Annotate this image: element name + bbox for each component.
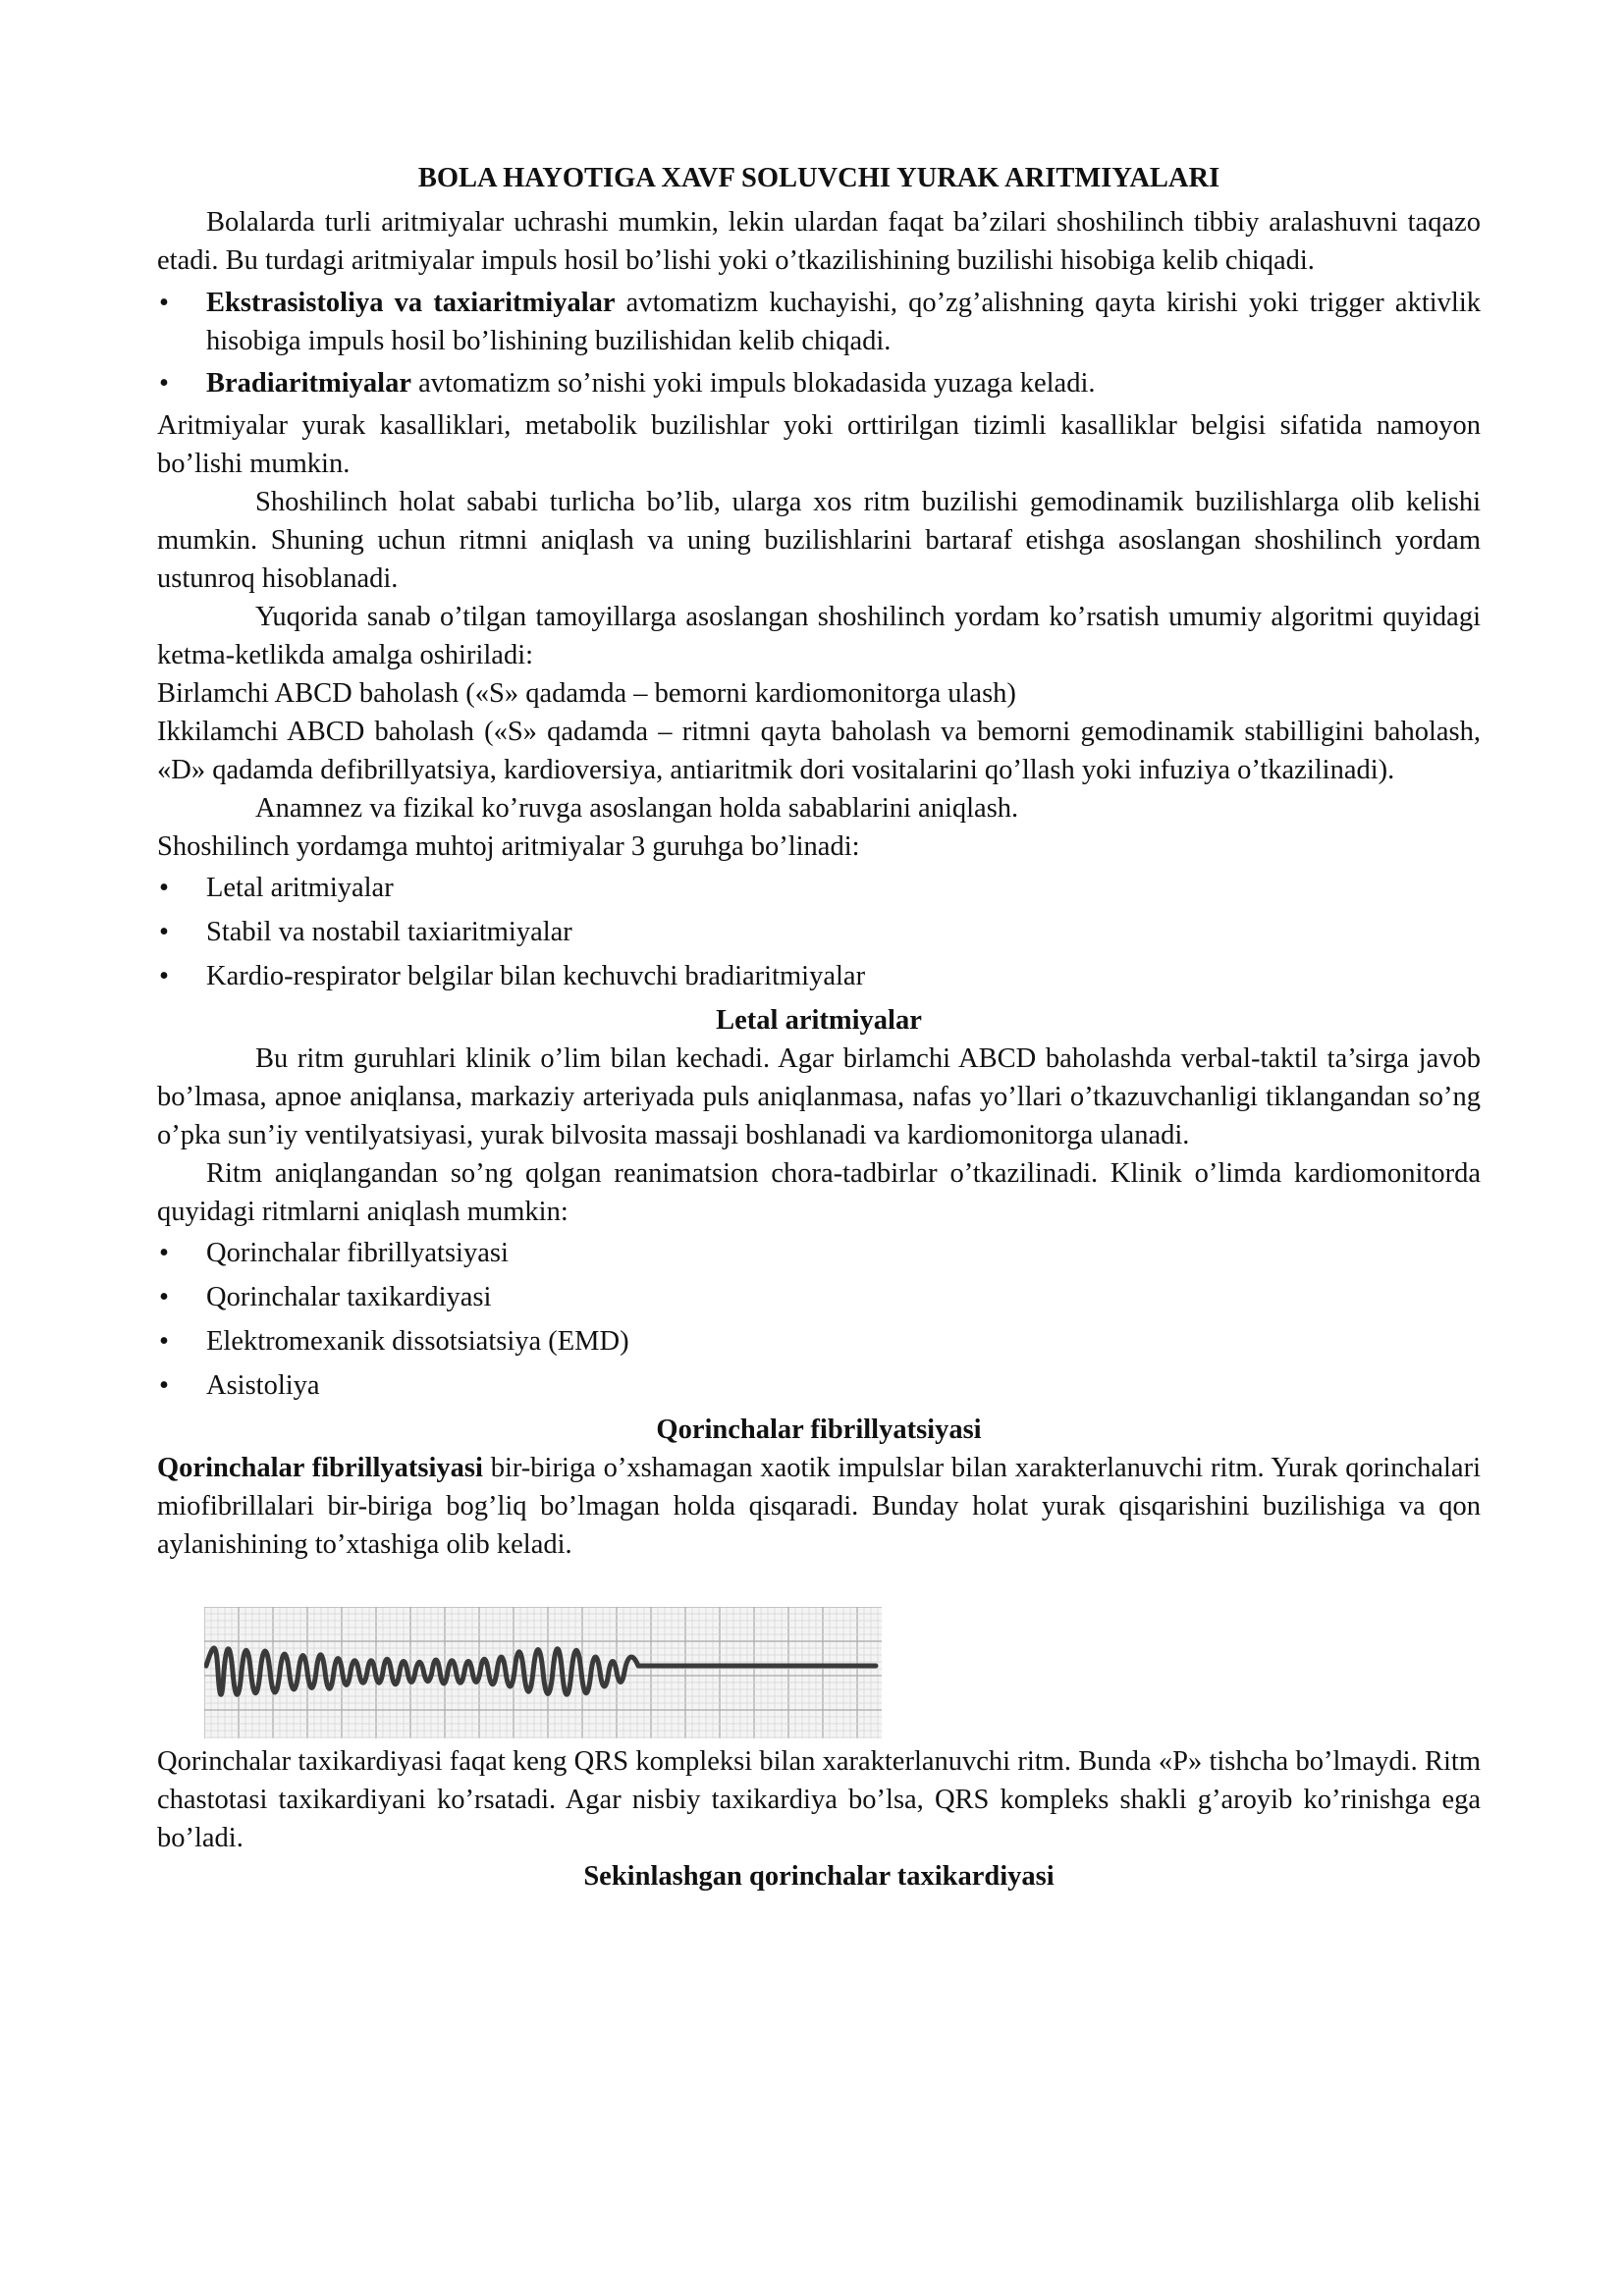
group-bullet-item xyxy=(157,913,1481,951)
vf-paragraph xyxy=(157,1449,1481,1564)
lethal-paragraph-1: Bu ritm guruhlari klinik o’lim bilan kechadi. Agar birlamchi ABCD baholashda verbal-taktil ta’sirga javob bo’lmasa, apnoe aniqlansa, markaziy arteriyada puls aniqlanmasa, nafas yo’llari o’tkazuvchanligi tiklangandan so’ng o’pka sun’iy ventilyatsiyasi, yurak bilvosita massaji boshlanadi va kardiomonitorga ulanadi. xyxy=(157,1043,1481,1150)
bullet-icon: • xyxy=(159,1370,169,1401)
primary-abcd-paragraph: Birlamchi ABCD baholash («S» qadamda – bemorni kardiomonitorga ulash) xyxy=(157,678,1016,709)
ecg-strip-image xyxy=(204,1607,882,1738)
bullet-icon: • xyxy=(159,1238,169,1268)
algorithm-intro-paragraph: Yuqorida sanab o’tilgan tamoyillarga asoslangan shoshilinch yordam ko’rsatish umumiy algoritmi quyidagi ketma-ketlikda amalga oshiriladi: xyxy=(157,602,1481,670)
cause-bullet-item xyxy=(157,364,1481,402)
bullet-icon: • xyxy=(159,961,169,991)
bullet-icon: • xyxy=(159,873,169,903)
bullet-term: Ekstrasistoliya va taxiaritmiyalar xyxy=(206,288,616,318)
groups-bullet-list xyxy=(157,869,1481,995)
cause-bullet-list xyxy=(157,284,1481,402)
lethal-paragraph-2: Ritm aniqlangandan so’ng qolgan reanimatsion chora-tadbirlar o’tkazilinadi. Klinik o’limda kardiomonitorda quyidagi ritmlarni aniqlash mumkin: xyxy=(157,1158,1481,1227)
cause-bullet-item xyxy=(157,284,1481,360)
bullet-icon: • xyxy=(159,368,169,399)
group-label: Stabil va nostabil taxiaritmiyalar xyxy=(206,917,572,947)
rhythm-bullet-item xyxy=(157,1366,1481,1405)
secondary-abcd-paragraph: Ikkilamchi ABCD baholash («S» qadamda – ritmni qayta baholash va bemorni gemodinamik stabilligini baholash, «D» qadamda defibrillyatsiya, kardioversiya, antiaritmik dori vositalarini qo’llash yoki infuziya o’tkazilinadi). xyxy=(157,717,1481,785)
emergency-cause-paragraph: Shoshilinch holat sababi turlicha bo’lib, ularga xos ritm buzilishi gemodinamik buzilishlarga olib kelishi mumkin. Shuning uchun ritmni aniqlash va uning buzilishlarini bartaraf etishga asoslangan shoshilinch yordam ustunroq hisoblanadi. xyxy=(157,487,1481,594)
bullet-icon: • xyxy=(159,1326,169,1357)
bullet-text: avtomatizm so’nishi yoki impuls blokadasida yuzaga keladi. xyxy=(410,368,1096,399)
bullet-text: avtomatizm kuchayishi, qo’zg’alishning qayta kirishi yoki trigger aktivlik hisobiga impuls hosil bo’lishining buzilishidan kelib chiqadi. xyxy=(206,288,1481,356)
rhythm-label: Elektromexanik dissotsiatsiya (EMD) xyxy=(206,1326,629,1357)
bullet-icon: • xyxy=(159,917,169,947)
anamnesis-paragraph: Anamnez va fizikal ko’ruvga asoslangan holda sabablarini aniqlash. xyxy=(255,793,1019,824)
lethal-section-title: Letal aritmiyalar xyxy=(716,1005,922,1036)
document-title: BOLA HAYOTIGA XAVF SOLUVCHI YURAK ARITMIYALARI xyxy=(417,163,1220,193)
rhythm-label: Qorinchalar fibrillyatsiyasi xyxy=(206,1238,509,1268)
vf-term: Qorinchalar fibrillyatsiyasi xyxy=(157,1453,483,1483)
group-bullet-item xyxy=(157,869,1481,907)
bullet-icon: • xyxy=(159,288,169,318)
document-page xyxy=(157,147,1481,1896)
group-label: Letal aritmiyalar xyxy=(206,873,394,903)
bullet-icon: • xyxy=(159,1282,169,1312)
group-bullet-item xyxy=(157,957,1481,995)
signs-paragraph: Aritmiyalar yurak kasalliklari, metabolik buzilishlar yoki orttirilgan tizimli kasalliklar belgisi sifatida namoyon bo’lishi mumkin. xyxy=(157,410,1481,479)
rhythm-bullet-item xyxy=(157,1234,1481,1272)
rhythms-bullet-list xyxy=(157,1234,1481,1405)
vf-text: bir-biriga o’xshamagan xaotik impulslar bilan xarakterlanuvchi ritm. Yurak qorinchalari miofibrillalari bir-biriga bog’liq bo’lmagan holda qisqaradi. Bunday holat yurak qisqarishini buzilishiga va qon aylanishining to’xtashiga olib keladi. xyxy=(157,1453,1481,1560)
vt-paragraph: Qorinchalar taxikardiyasi faqat keng QRS kompleksi bilan xarakterlanuvchi ritm. Bunda «P» tishcha bo’lmaydi. Ritm chastotasi taxikardiyani ko’rsatadi. Agar nisbiy taxikardiya bo’lsa, QRS kompleks shakli g’aroyib ko’rinishga ega bo’ladi. xyxy=(157,1746,1481,1853)
groups-intro-paragraph: Shoshilinch yordamga muhtoj aritmiyalar 3 guruhga bo’linadi: xyxy=(157,831,860,862)
ecg-strip-svg xyxy=(204,1607,882,1738)
rhythm-label: Asistoliya xyxy=(206,1370,320,1401)
bullet-term: Bradiaritmiyalar xyxy=(206,368,411,399)
rhythm-bullet-item xyxy=(157,1322,1481,1361)
vf-section-title: Qorinchalar fibrillyatsiyasi xyxy=(656,1415,982,1445)
group-label: Kardio-respirator belgilar bilan kechuvchi bradiaritmiyalar xyxy=(206,961,866,991)
rhythm-label: Qorinchalar taxikardiyasi xyxy=(206,1282,492,1312)
intro-paragraph: Bolalarda turli aritmiyalar uchrashi mumkin, lekin ulardan faqat ba’zilari shoshilinch tibbiy aralashuvni taqazo etadi. Bu turdagi aritmiyalar impuls hosil bo’lishi yoki o’tkazilishining buzilishi hisobiga kelib chiqadi. xyxy=(157,207,1481,276)
rhythm-bullet-item xyxy=(157,1278,1481,1316)
slow-vt-section-title: Sekinlashgan qorinchalar taxikardiyasi xyxy=(583,1861,1055,1892)
